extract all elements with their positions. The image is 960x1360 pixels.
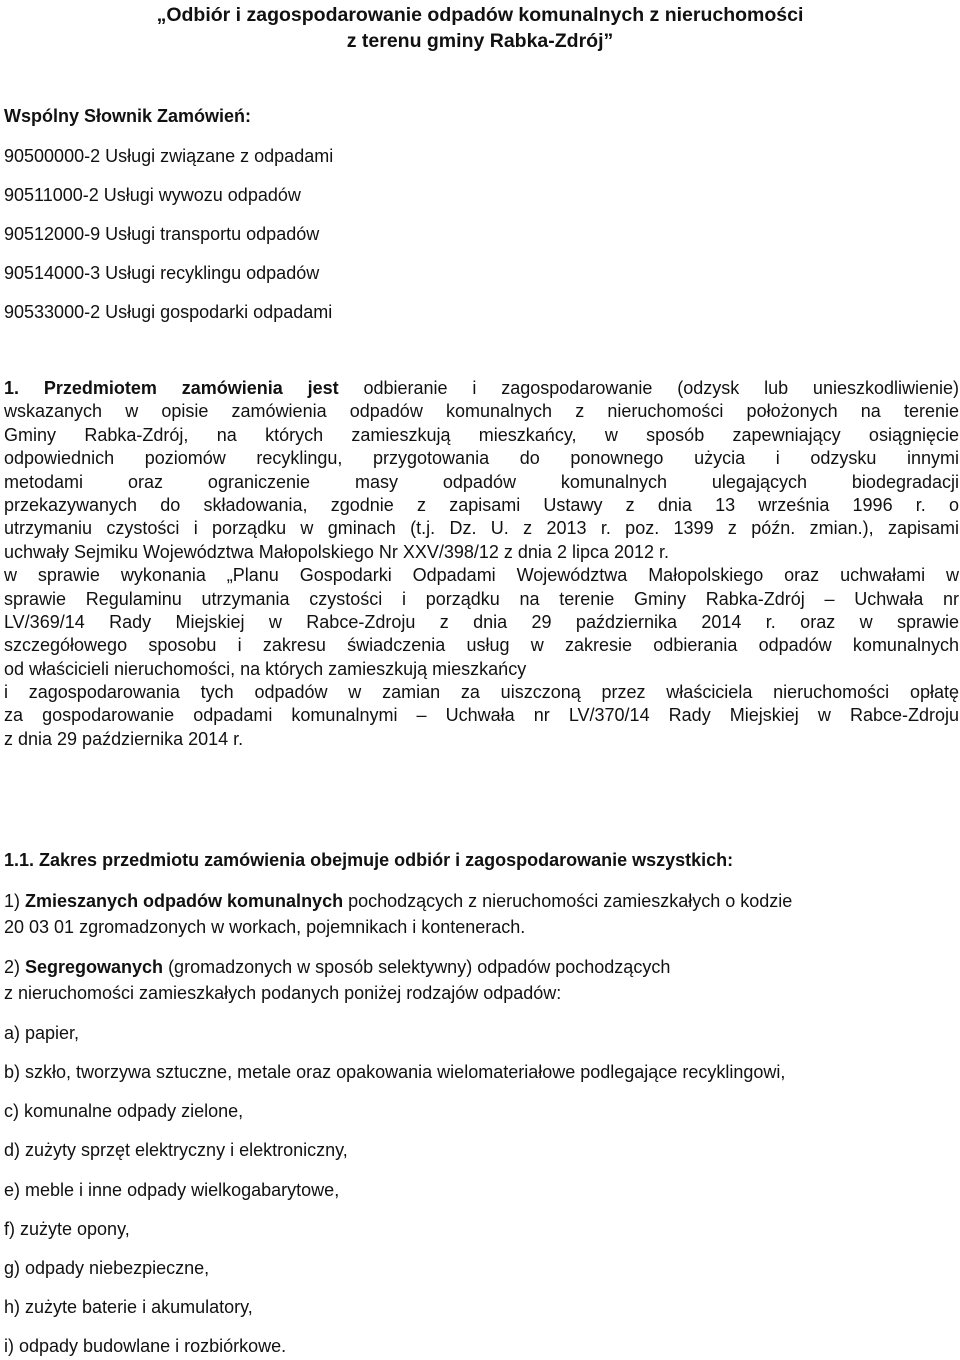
paragraph-line: LV/369/14 Rady Miejskiej w Rabce-Zdroju z dnia 29 października 2014 r. oraz w sprawie: [4, 611, 959, 632]
paragraph-line: z dnia 29 października 2014 r.: [4, 728, 244, 749]
paragraph-line: w sprawie wykonania „Planu Gospodarki Odpadami Województwa Małopolskiego oraz uchwałami w: [4, 565, 959, 586]
cpv-heading: Wspólny Słownik Zamówień:: [4, 106, 252, 126]
paragraph-line: sprawie Regulaminu utrzymania czystości i porządku na terenie Gminy Rabka-Zdrój – Uchwała nr: [4, 588, 959, 609]
scope-item-1-cont: 20 03 01 zgromadzonych w workach, pojemnikach i kontenerach.: [4, 917, 526, 937]
scope-item-2-cont: z nieruchomości zamieszkałych podanych poniżej rodzajów odpadów:: [4, 983, 562, 1003]
waste-type-item: a) papier,: [4, 1023, 80, 1043]
subject-paragraph: [4, 377, 959, 751]
title-line-2: z terenu gminy Rabka-Zdrój”: [346, 30, 614, 52]
document-title: [0, 2, 960, 54]
paragraph-line: 1. Przedmiotem zamówienia jest odbieranie i zagospodarowanie (odzysk lub unieszkodliwienie): [4, 378, 960, 398]
scope-heading: 1.1. Zakres przedmiotu zamówienia obejmuje odbiór i zagospodarowanie wszystkich:: [4, 850, 734, 870]
scope-item-2: 2) Segregowanych (gromadzonych w sposób selektywny) odpadów pochodzących: [4, 957, 671, 977]
waste-type-item: i) odpady budowlane i rozbiórkowe.: [4, 1336, 287, 1356]
paragraph-line: utrzymaniu czystości i porządku w gminach (t.j. Dz. U. z 2013 r. poz. 1399 z późn. zmian.), zapisami: [4, 518, 959, 539]
waste-type-item: g) odpady niebezpieczne,: [4, 1258, 210, 1278]
paragraph-line: za gospodarowanie odpadami komunalnymi – Uchwała nr LV/370/14 Rady Miejskiej w Rabce-Zdroju: [4, 705, 959, 726]
waste-type-item: c) komunalne odpady zielone,: [4, 1101, 244, 1121]
waste-type-item: h) zużyte baterie i akumulatory,: [4, 1297, 253, 1317]
paragraph-line: Gminy Rabka-Zdrój, na których zamieszkują mieszkańcy, w sposób zapewniający osiągnięcie: [4, 424, 959, 445]
subject-lead: 1. Przedmiotem zamówienia jest: [4, 378, 339, 398]
cpv-item: 90533000-2 Usługi gospodarki odpadami: [4, 302, 333, 322]
paragraph-line: odpowiednich poziomów recyklingu, przygotowania do ponownego użycia i odzysku innymi: [4, 448, 959, 469]
waste-type-item: f) zużyte opony,: [4, 1219, 130, 1239]
cpv-item: 90511000-2 Usługi wywozu odpadów: [4, 185, 301, 205]
waste-type-item: e) meble i inne odpady wielkogabarytowe,: [4, 1180, 340, 1200]
paragraph-line: uchwały Sejmiku Województwa Małopolskiego Nr XXV/398/12 z dnia 2 lipca 2012 r.: [4, 541, 670, 562]
paragraph-line: wskazanych w opisie zamówienia odpadów komunalnych z nieruchomości położonych na terenie: [4, 401, 959, 422]
cpv-item: 90512000-9 Usługi transportu odpadów: [4, 224, 320, 244]
paragraph-line: i zagospodarowania tych odpadów w zamian za uiszczoną przez właściciela nieruchomości opłatę: [4, 682, 959, 703]
title-line-1: „Odbiór i zagospodarowanie odpadów komunalnych z nieruchomości: [156, 4, 804, 26]
waste-type-item: b) szkło, tworzywa sztuczne, metale oraz opakowania wielomateriałowe podlegające recyklingowi,: [4, 1062, 786, 1082]
paragraph-line: szczegółowego sposobu i zakresu świadczenia usług w zakresie odbierania odpadów komunalnych: [4, 635, 959, 656]
paragraph-line: metodami oraz ograniczenie masy odpadów komunalnych ulegających biodegradacji: [4, 471, 959, 492]
cpv-item: 90514000-3 Usługi recyklingu odpadów: [4, 263, 320, 283]
waste-type-item: d) zużyty sprzęt elektryczny i elektroniczny,: [4, 1140, 348, 1160]
paragraph-line: przekazywanych do składowania, zgodnie z zapisami Ustawy z dnia 13 września 1996 r. o: [4, 494, 959, 515]
scope-item-1: 1) Zmieszanych odpadów komunalnych pochodzących z nieruchomości zamieszkałych o kodzie: [4, 891, 793, 911]
scope-item-2-bold: Segregowanych: [25, 957, 164, 977]
scope-item-1-bold: Zmieszanych odpadów komunalnych: [25, 891, 344, 911]
paragraph-line: od właścicieli nieruchomości, na których zamieszkują mieszkańcy: [4, 658, 527, 679]
cpv-item: 90500000-2 Usługi związane z odpadami: [4, 146, 334, 166]
